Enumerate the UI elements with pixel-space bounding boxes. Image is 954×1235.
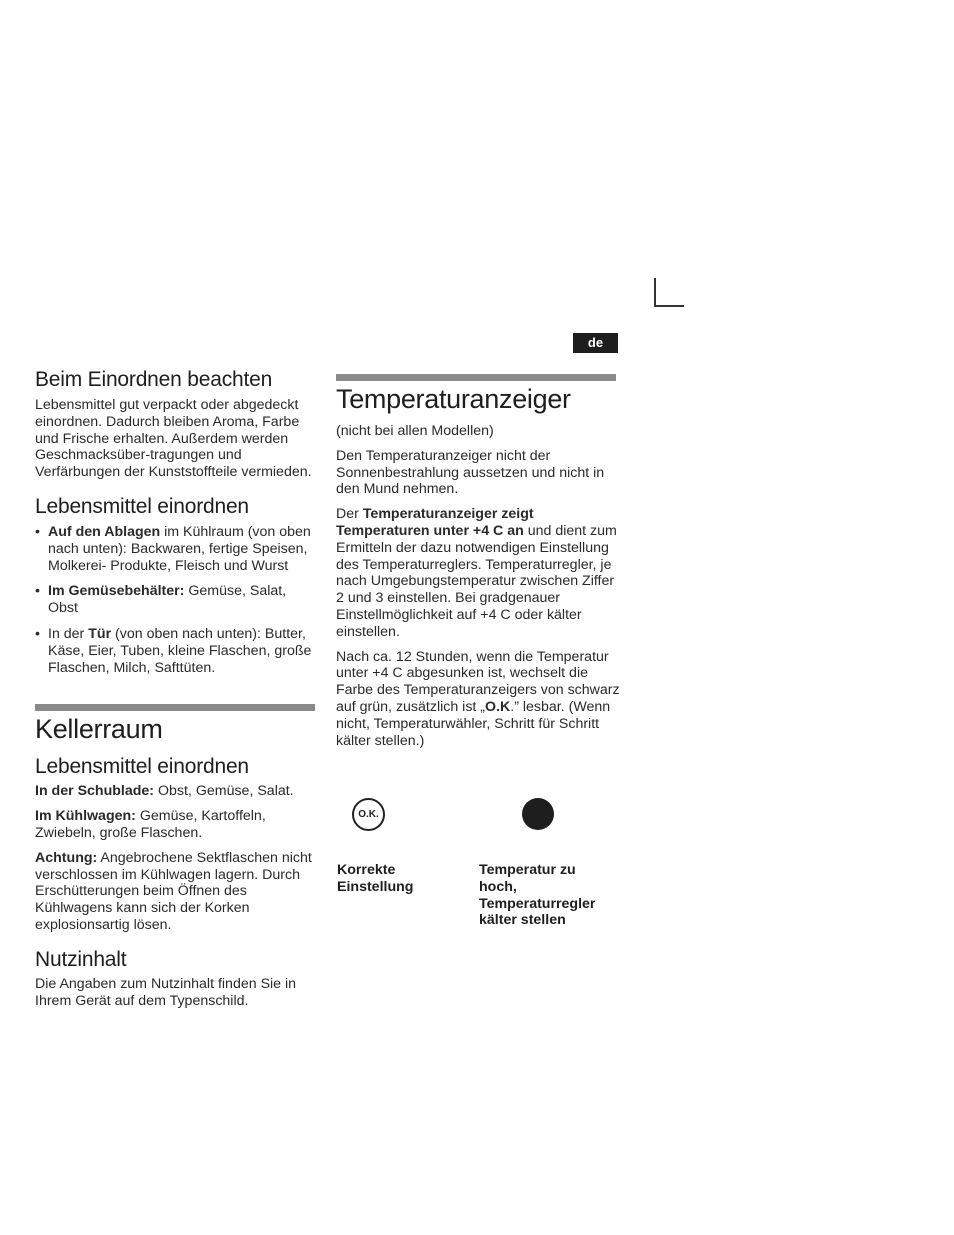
section-heading: Beim Einordnen beachten [35, 368, 273, 391]
section-divider [35, 704, 315, 711]
note-text: (nicht bei allen Modellen) [336, 423, 494, 439]
body-text: Lebensmittel gut verpackt oder abgedeckt einordnen. Dadurch bleiben Aroma, Farbe und Frische erhalten. Außerdem werden Geschmacksüber-tragungen und Verfärbungen der Kunststoffteile vermieden. [35, 397, 312, 481]
language-badge: de [573, 333, 618, 353]
ok-indicator-text: O.K. [358, 809, 379, 820]
section-heading: Lebensmittel einordnen [35, 494, 249, 518]
section-heading: Nutzinhalt [35, 947, 127, 971]
bullet-icon: • [35, 625, 40, 642]
body-text: Den Temperaturanzeiger nicht der Sonnenbestrahlung aussetzen und nicht in den Mund nehmen. [336, 447, 605, 498]
section-title: Kellerraum [35, 714, 163, 745]
left-column [35, 368, 317, 1017]
black-indicator-icon [522, 798, 554, 830]
bullet-list [35, 524, 317, 676]
crop-mark [654, 278, 656, 306]
list-item: • In der Tür (von oben nach unten): Butter, Käse, Eier, Tuben, kleine Flaschen, große Flaschen, Milch, Safttüten. [35, 625, 312, 676]
section-title: Temperaturanzeiger [336, 384, 571, 414]
bullet-icon: • [35, 583, 40, 600]
hot-caption: Temperatur zu hoch, Temperaturregler kälter stellen [479, 862, 596, 929]
list-item: • Auf den Ablagen im Kühlraum (von oben nach unten): Backwaren, fertige Speisen, Molkerei- Produkte, Fleisch und Wurst [35, 523, 311, 574]
right-column [336, 374, 620, 757]
ok-caption: Korrekte Einstellung [337, 862, 414, 895]
ok-indicator-icon [352, 798, 385, 831]
section-heading: Lebensmittel einordnen [35, 755, 249, 779]
body-text: Nach ca. 12 Stunden, wenn die Temperatur unter +4 C abgesunken ist, wechselt die Farbe des Temperaturanzeigers von schwarz auf grün, zusätzlich ist „O.K.” lesbar. (Wenn nicht, Temperaturwähler, Schritt für Schritt kälter stellen.) [336, 648, 620, 749]
crop-mark [654, 305, 684, 307]
body-text: Die Angaben zum Nutzinhalt finden Sie in Ihrem Gerät auf dem Typenschild. [35, 975, 297, 1009]
list-item: • Im Gemüsebehälter: Gemüse, Salat, Obst [35, 583, 287, 617]
bullet-icon: • [35, 523, 40, 540]
body-text: Der Temperaturanzeiger zeigt Temperaturen unter +4 C an und dient zum Ermitteln der dazu notwendigen Einstellung des Temperaturreglers. Temperaturregler, je nach Umgebungstemperatur zwischen Ziffer 2 und 3 einstellen. Bei gradgenauer Einstellmöglichkeit auf +4 C oder kälter einstellen. [336, 506, 617, 640]
body-text: Im Kühlwagen: Gemüse, Kartoffeln, Zwiebeln, große Flaschen. [35, 808, 266, 841]
section-divider [336, 374, 616, 381]
body-text: In der Schublade: Obst, Gemüse, Salat. [35, 783, 294, 800]
body-text: Achtung: Angebrochene Sektflaschen nicht verschlossen im Kühlwagen lagern. Durch Erschütterungen beim Öffnen des Kühlwagens kann sich der Korken explosionsartig lösen. [35, 849, 312, 933]
